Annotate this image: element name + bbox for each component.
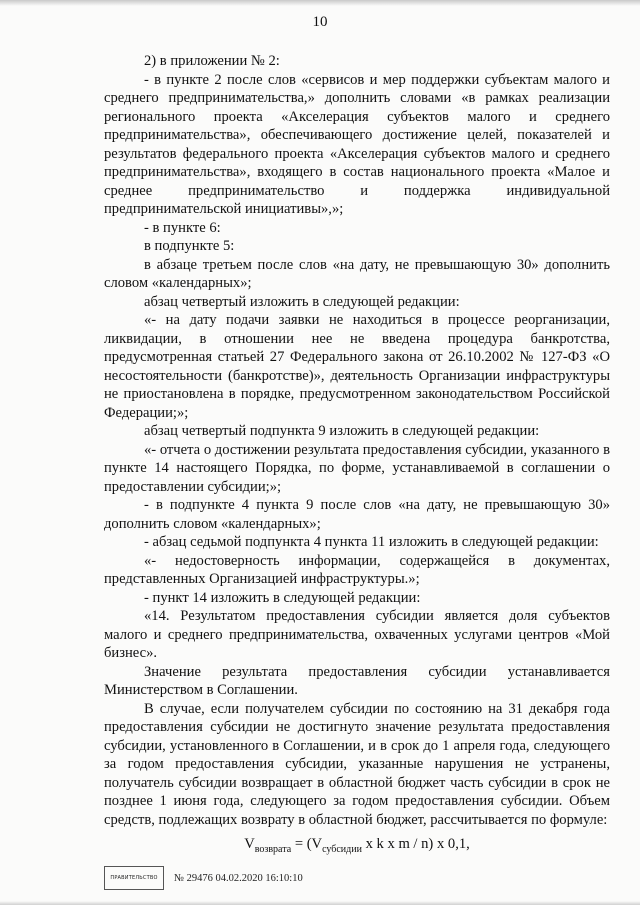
paragraph: В случае, если получателем субсидии по состоянию на 31 декабря года предоставления субсидии не достигнуто значение результата предоставления субсидии, установленного в Соглашении, и в срок до 1 апреля года, следующего за годом предоставления субсидии, указанные нарушения не устранены, получатель субсидии возвращает в областной бюджет часть субсидии в срок не позднее 1 июня года, следующего за годом предоставления субсидии. Объем средств, подлежащих возврату в областной бюджет, рассчитывается по формуле: <box>104 700 610 828</box>
paragraph: «- недостоверность информации, содержащейся в документах, представленных Организацией инфраструктуры.»; <box>104 552 610 587</box>
formula-subsidy-subscript: субсидии <box>322 843 362 855</box>
government-logo <box>104 866 164 890</box>
paragraph: 2) в приложении № 2: <box>144 53 280 69</box>
paragraph: «- на дату подачи заявки не находиться в процессе реорганизации, ликвидации, в отношении нее не введена процедура банкротства, предусмотренная статьей 27 Федерального закона от 26.10.2002 № 127-ФЗ «О несостоятельности (банкротстве)», деятельность Организации инфраструктуры не приостановлена в порядке, предусмотренном законодательством Российской Федерации;»; <box>104 312 610 421</box>
paragraph: - в подпункте 4 пункта 9 после слов «на дату, не превышающую 30» дополнить словом «календарных»; <box>104 497 610 532</box>
paragraph: абзац четвертый изложить в следующей редакции: <box>144 293 460 310</box>
paragraph: «- отчета о достижении результата предоставления субсидии, указанного в пункте 14 настоящего Порядка, по форме, устанавливаемой в соглашении о предоставлении субсидии;»; <box>104 441 610 495</box>
formula-middle: = (V <box>291 836 323 852</box>
footer <box>104 866 303 890</box>
refund-formula <box>104 835 610 859</box>
paragraph: - абзац седьмой подпункта 4 пункта 11 изложить в следующей редакции: <box>144 534 599 550</box>
paragraph: «14. Результатом предоставления субсидии является доля субъектов малого и среднего предпринимательства, охваченных услугами центров «Мой бизнес». <box>104 608 610 661</box>
scan-top-edge <box>0 0 640 6</box>
paragraph: - в пункте 2 после слов «сервисов и мер поддержки субъектам малого и среднего предпринимательства,» дополнить словами «в рамках реализации регионального проекта «Акселерация субъектов малого и среднего предпринимательства», обеспечивающего достижение целей, показателей и результатов федерального проекта «Акселерация субъектов малого и среднего предпринимательства», входящего в состав национального проекта «Малое и среднее предпринимательство и поддержка индивидуальной предпринимательской инициативы»,»; <box>104 71 610 217</box>
logo-text: ПРАВИТЕЛЬСТВО <box>110 875 158 881</box>
document-stamp: № 29476 04.02.2020 16:10:10 <box>174 872 303 884</box>
paragraph: - пункт 14 изложить в следующей редакции: <box>144 589 421 606</box>
paragraph: абзац четвертый подпункта 9 изложить в следующей редакции: <box>144 423 540 439</box>
formula-rest: x k x m / n) x 0,1, <box>361 836 470 852</box>
paragraph: Значение результата предоставления субсидии устанавливается Министерством в Соглашении. <box>104 663 610 698</box>
paragraph: в подпункте 5: <box>144 238 235 254</box>
paragraph: - в пункте 6: <box>144 219 221 236</box>
page-number: 10 <box>312 14 328 30</box>
document-body <box>104 52 610 859</box>
paragraph: в абзаце третьем после слов «на дату, не превышающую 30» дополнить словом «календарных»; <box>104 256 610 291</box>
scan-bottom-edge <box>0 901 640 905</box>
formula-v-subscript: возврата <box>254 843 292 855</box>
formula-v: V <box>244 836 255 852</box>
